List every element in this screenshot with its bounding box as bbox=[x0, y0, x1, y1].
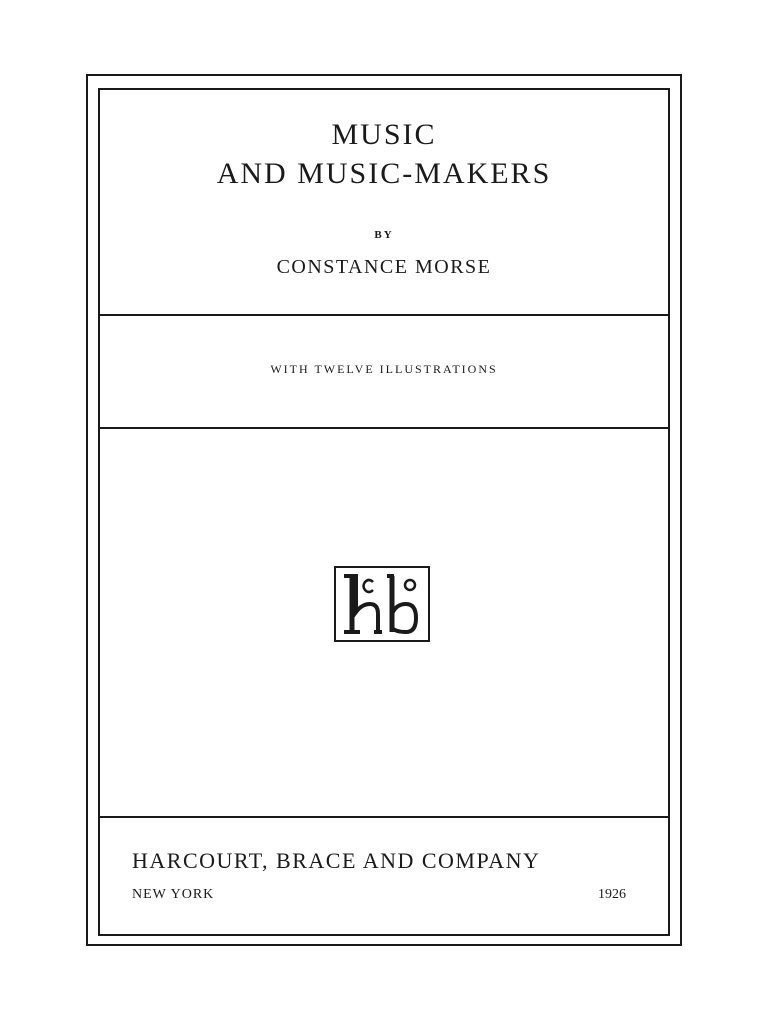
title-line-1: MUSIC bbox=[331, 118, 437, 151]
hbco-monogram-icon bbox=[334, 566, 430, 642]
publisher-name: HARCOURT, BRACE AND COMPANY bbox=[132, 848, 541, 873]
author-name: CONSTANCE MORSE bbox=[276, 256, 492, 278]
by-label: BY bbox=[374, 229, 394, 241]
publication-city: NEW YORK bbox=[132, 887, 215, 902]
rule-below-author bbox=[98, 314, 670, 316]
inner-border bbox=[98, 88, 670, 936]
illustrations-note: WITH TWELVE ILLUSTRATIONS bbox=[270, 362, 498, 376]
publication-year: 1926 bbox=[598, 887, 626, 902]
title-line-2: AND MUSIC-MAKERS bbox=[216, 157, 552, 190]
rule-above-imprint bbox=[98, 816, 670, 818]
rule-below-illustrations bbox=[98, 427, 670, 429]
